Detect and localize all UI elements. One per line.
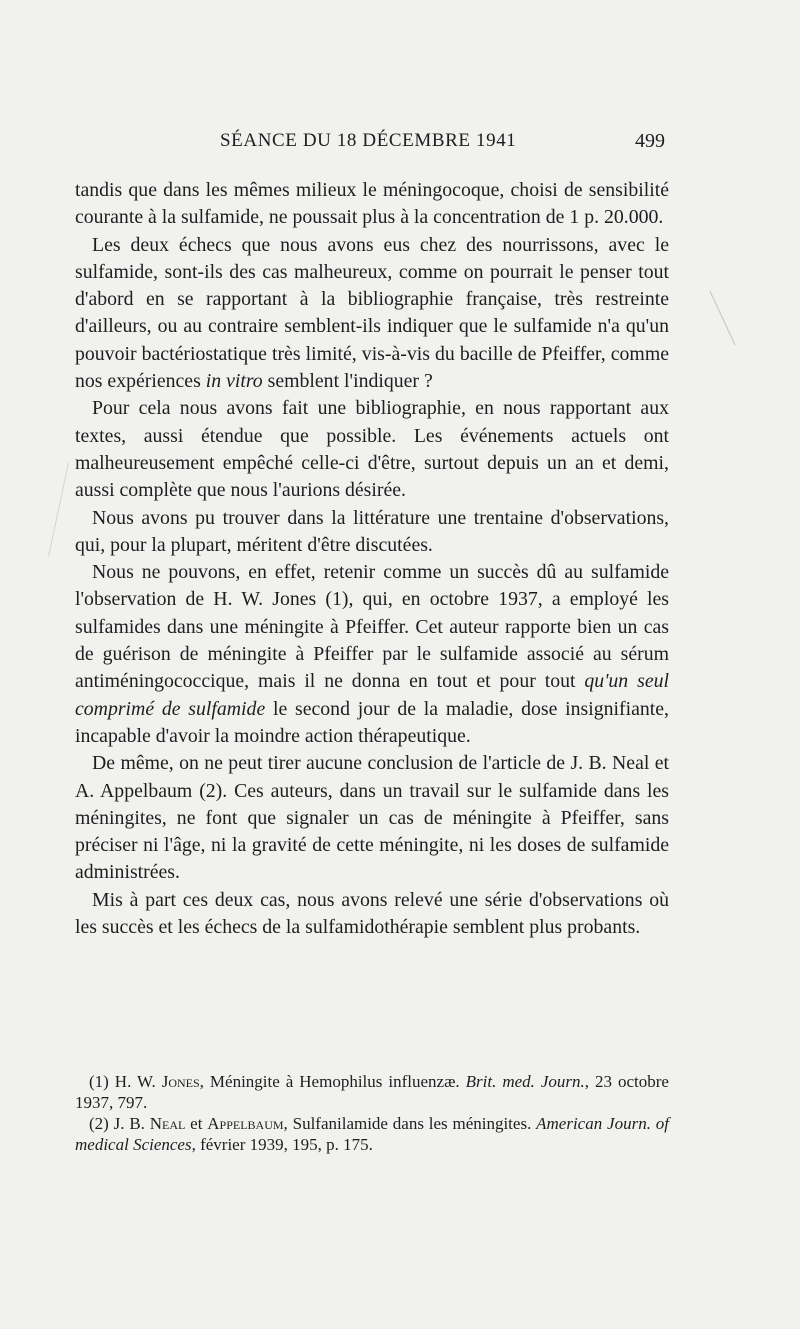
footnotes [75, 1071, 669, 1155]
running-head: SÉANCE DU 18 DÉCEMBRE 1941 [220, 130, 517, 151]
paragraph-5-italic: qu'un seul comprimé de sulfamide [75, 670, 669, 720]
footnote-2-marker: (2) J. B. [89, 1114, 150, 1133]
footnote-1-journal: Brit. med. Journ. [465, 1072, 585, 1091]
paragraph-5-text-a: Nous ne pouvons, en effet, retenir comme un succès dû au sulfamide l'observation de H. W. Jones (1), qui, en octobre 1937, a employé les sulfamides dans une méningite à Pfeiffer. Cet auteur rapporte bien un cas de guérison de méningite à Pfeiffer par le sulfamide associé au sérum antiméningococcique, mais il ne donna en tout et pour tout [75, 561, 669, 693]
footnote-1-author: Jones [161, 1072, 200, 1091]
paragraph-5-text-b: le second jour de la maladie, dose insignifiante, incapable d'avoir la moindre action thérapeutique. [75, 697, 669, 747]
body-text [75, 177, 669, 941]
paragraph-2-text-a: Les deux échecs que nous avons eus chez des nourrissons, avec le sulfamide, sont-ils des cas malheureux, comme on pourrait le penser tout d'abord en se rapportant à la bibliographie française, très restreinte d'ailleurs, ou au contraire semblent-ils indiquer que le sulfamide n'a qu'un pouvoir bactériostatique très limité, vis-à-vis du bacille de Pfeiffer, comme nos expériences [75, 233, 669, 393]
footnote-1-marker: (1) H. W. [89, 1072, 162, 1091]
page-number: 499 [635, 130, 665, 152]
paragraph-2-italic: in vitro [205, 370, 263, 393]
paragraph-5 [75, 559, 669, 750]
footnote-2-mid: et [185, 1114, 208, 1133]
scan-mark-right [709, 291, 735, 346]
footnote-2-text: , Sulfanilamide dans les méningites. [283, 1114, 537, 1133]
paragraph-2 [75, 232, 669, 396]
footnote-2-tail: , février 1939, 195, p. 175. [191, 1135, 373, 1154]
footnote-1-tail: , 23 octobre 1937, 797. [75, 1072, 669, 1112]
page-header [75, 130, 665, 160]
paragraph-7: Mis à part ces deux cas, nous avons relevé une série d'observations où les succès et les échecs de la sulfamidothérapie semblent plus probants. [75, 888, 669, 939]
footnote-1-text: , Méningite à Hemophilus influenzæ. [199, 1072, 466, 1091]
paragraph-1: tandis que dans les mêmes milieux le méningocoque, choisi de sensibilité courante à la sulfamide, ne poussait plus à la concentration de 1 p. 20.000. [75, 179, 669, 229]
footnote-2-journal: American Journ. of medical Sciences [75, 1114, 669, 1154]
paragraph-6: De même, on ne peut tirer aucune conclusion de l'article de J. B. Neal et A. Appelbaum (2). Ces auteurs, dans un travail sur le sulfamide dans les méningites, ne font que signaler un cas de méningite à Pfeiffer, sans préciser ni l'âge, ni la gravité de cette méningite, ni les doses de sulfamide administrées. [75, 752, 669, 884]
footnote-2-author-1: Neal [149, 1114, 186, 1133]
paragraph-2-text-b: semblent l'indiquer ? [262, 370, 433, 393]
paragraph-4: Nous avons pu trouver dans la littérature une trentaine d'observations, qui, pour la plupart, méritent d'être discutées. [75, 506, 669, 556]
scan-mark-left [48, 463, 69, 556]
footnote-2-author-2: Appelbaum [207, 1114, 284, 1133]
footnote-1 [75, 1071, 669, 1113]
paragraph-3: Pour cela nous avons fait une bibliographie, en nous rapportant aux textes, aussi étendue que possible. Les événements actuels ont malheureusement empêché celle-ci d'être, surtout depuis un an et demi, aussi complète que nous l'aurions désirée. [75, 397, 669, 502]
footnote-2 [75, 1113, 669, 1155]
